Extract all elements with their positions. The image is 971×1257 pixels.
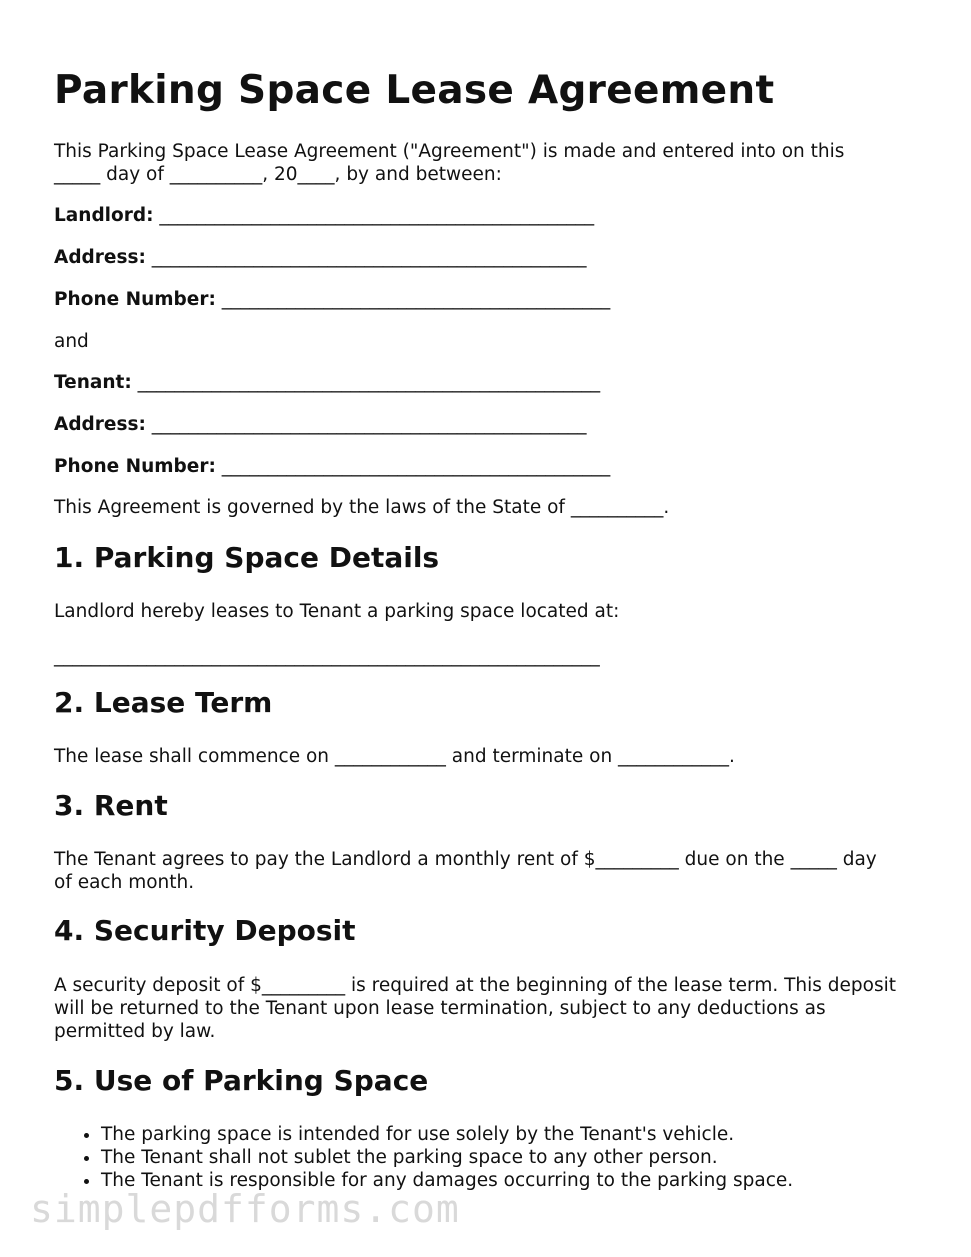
landlord-phone-label: Phone Number: — [54, 289, 216, 310]
tenant-name-field — [54, 371, 600, 394]
section-2-heading: 2. Lease Term — [54, 686, 273, 719]
intro-line-1: This Parking Space Lease Agreement ("Agreement") is made and entered into on this — [54, 141, 845, 162]
list-item: • The Tenant shall not sublet the parking space to any other person. — [101, 1146, 793, 1169]
tenant-name-blank: __________________________________________________ — [137, 372, 601, 393]
section-1-heading: 1. Parking Space Details — [54, 541, 440, 574]
landlord-name-blank: _______________________________________________ — [159, 205, 595, 226]
tenant-address-field — [54, 413, 587, 436]
section-4-line-3: permitted by law. — [54, 1021, 216, 1042]
section-5-heading: 5. Use of Parking Space — [54, 1064, 429, 1097]
tenant-address-blank: _______________________________________________ — [151, 414, 587, 435]
tenant-name-label: Tenant: — [54, 372, 132, 393]
landlord-address-blank: _______________________________________________ — [151, 247, 587, 268]
section-3-heading: 3. Rent — [54, 789, 168, 822]
landlord-phone-field — [54, 288, 610, 311]
list-item: • The parking space is intended for use solely by the Tenant's vehicle. — [101, 1123, 793, 1146]
section-5-list — [54, 1123, 793, 1192]
document-title: Parking Space Lease Agreement — [54, 68, 775, 113]
section-3-line-1: The Tenant agrees to pay the Landlord a monthly rent of $_________ due on the _____ day — [54, 849, 877, 870]
landlord-name-label: Landlord: — [54, 205, 154, 226]
list-item: • The Tenant is responsible for any damages occurring to the parking space. — [101, 1169, 793, 1192]
tenant-phone-field — [54, 455, 610, 478]
section-1-text: Landlord hereby leases to Tenant a parking space located at: — [54, 601, 620, 622]
tenant-phone-label: Phone Number: — [54, 456, 216, 477]
section-2-text: The lease shall commence on ____________ and terminate on ____________. — [54, 746, 735, 767]
intro-line-2: _____ day of __________, 20____, by and between: — [54, 164, 502, 185]
landlord-name-field — [54, 204, 594, 227]
watermark: simplepdfforms.com — [30, 1187, 460, 1231]
section-4-heading: 4. Security Deposit — [54, 914, 356, 947]
landlord-address-field — [54, 246, 587, 269]
governing-law-text: This Agreement is governed by the laws of the State of __________. — [54, 497, 670, 518]
tenant-phone-blank: __________________________________________ — [221, 456, 611, 477]
tenant-address-label: Address: — [54, 414, 146, 435]
landlord-phone-blank: __________________________________________ — [221, 289, 611, 310]
section-1-location-blank: ___________________________________________________________ — [54, 646, 600, 667]
section-4-line-1: A security deposit of $_________ is required at the beginning of the lease term. This deposit — [54, 975, 897, 996]
section-4-line-2: will be returned to the Tenant upon lease termination, subject to any deductions as — [54, 998, 826, 1019]
and-text: and — [54, 331, 89, 352]
section-3-line-2: of each month. — [54, 872, 195, 893]
landlord-address-label: Address: — [54, 247, 146, 268]
